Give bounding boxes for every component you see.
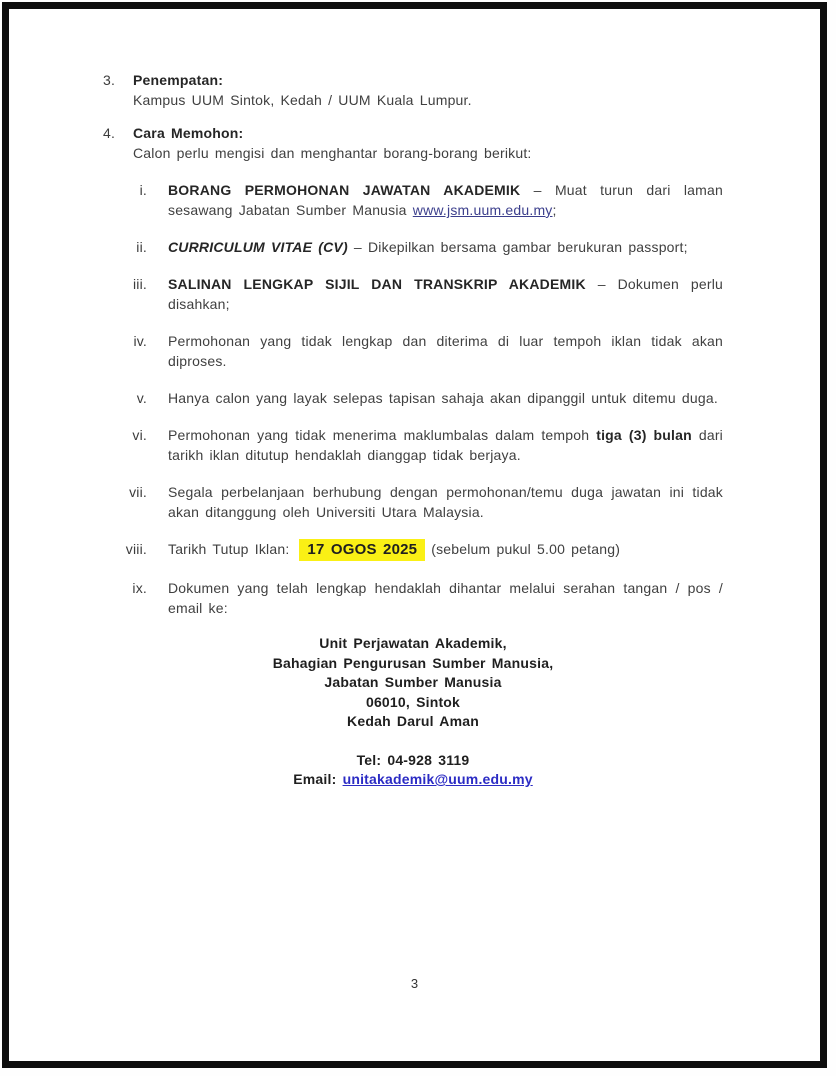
list-item-vi	[103, 425, 723, 465]
list-marker: ii.	[136, 239, 147, 255]
section-title: Penempatan:	[133, 72, 224, 88]
item-text: Permohonan yang tidak menerima maklumbalas dalam tempoh	[168, 427, 597, 443]
list-marker: iv.	[133, 333, 147, 349]
section-penempatan	[103, 70, 723, 110]
jsm-website-link[interactable]: www.jsm.uum.edu.my	[412, 202, 553, 218]
list-item-ii	[103, 237, 723, 257]
address-line: Jabatan Sumber Manusia	[324, 674, 502, 690]
list-marker: vi.	[132, 427, 147, 443]
list-item-i	[103, 180, 723, 220]
item-text: Dokumen yang telah lengkap hendaklah dihantar melalui serahan tangan / pos / email ke:	[168, 580, 723, 616]
address-line: Bahagian Pengurusan Sumber Manusia,	[272, 654, 554, 671]
item-text: – Dikepilkan bersama gambar berukuran passport;	[347, 239, 688, 255]
list-marker: vii.	[129, 484, 147, 500]
section-cara-memohon	[103, 123, 723, 163]
application-steps-list	[103, 180, 723, 618]
section-number: 3.	[103, 72, 116, 88]
cv-name-bold-italic: CURRICULUM VITAE (CV)	[168, 239, 348, 255]
list-marker: iii.	[132, 276, 147, 292]
section-body-text: Calon perlu mengisi dan menghantar borang-borang berikut:	[133, 145, 532, 161]
list-marker: viii.	[125, 541, 147, 557]
item-text: Segala perbelanjaan berhubung dengan permohonan/temu duga jawatan ini tidak akan ditanggung oleh Universiti Utara Malaysia.	[168, 484, 723, 520]
list-item-iii	[103, 274, 723, 314]
list-item-v	[103, 388, 723, 408]
document-page-frame	[2, 2, 827, 1068]
list-item-vii	[103, 482, 723, 522]
email-label: Email:	[293, 771, 343, 787]
mailing-address-block	[103, 634, 723, 732]
item-text: ;	[552, 202, 557, 218]
item-text: Permohonan yang tidak lengkap dan diterima di luar tempoh iklan tidak akan diproses.	[168, 333, 723, 369]
contact-block	[103, 751, 723, 790]
address-line: Unit Perjawatan Akademik,	[319, 635, 507, 651]
address-line: 06010, Sintok	[365, 693, 461, 710]
three-months-bold: tiga (3) bulan	[596, 427, 692, 443]
section-body-text: Kampus UUM Sintok, Kedah / UUM Kuala Lumpur.	[133, 92, 472, 108]
closing-time-note: (sebelum pukul 5.00 petang)	[431, 541, 621, 557]
form-name-bold: BORANG PERMOHONAN JAWATAN AKADEMIK	[168, 182, 521, 198]
list-marker: ix.	[132, 580, 147, 596]
list-marker: v.	[136, 390, 147, 406]
item-text: – Muat turun dari laman sesawang Jabatan Sumber Manusia	[168, 182, 723, 218]
section-number: 4.	[103, 125, 116, 141]
item-text: dari tarikh iklan ditutup hendaklah dianggap tidak berjaya.	[168, 427, 723, 463]
item-text: – Dokumen perlu disahkan;	[168, 276, 723, 312]
email-link[interactable]: unitakademik@uum.edu.my	[342, 771, 533, 787]
list-marker: i.	[139, 182, 147, 198]
email-line	[103, 770, 723, 790]
address-line: Kedah Darul Aman	[347, 713, 479, 729]
document-name-bold: SALINAN LENGKAP SIJIL DAN TRANSKRIP AKADEMIK	[168, 276, 586, 292]
closing-date-label: Tarikh Tutup Iklan:	[168, 541, 290, 557]
document-content	[9, 9, 820, 790]
closing-date-highlight: 17 OGOS 2025	[299, 539, 425, 561]
list-item-viii	[103, 539, 723, 561]
page-number: 3	[410, 976, 419, 991]
item-text: Hanya calon yang layak selepas tapisan sahaja akan dipanggil untuk ditemu duga.	[168, 390, 718, 406]
list-item-ix	[103, 578, 723, 618]
section-title: Cara Memohon:	[133, 125, 244, 141]
list-item-iv	[103, 331, 723, 371]
tel-line: Tel: 04-928 3119	[356, 751, 470, 768]
